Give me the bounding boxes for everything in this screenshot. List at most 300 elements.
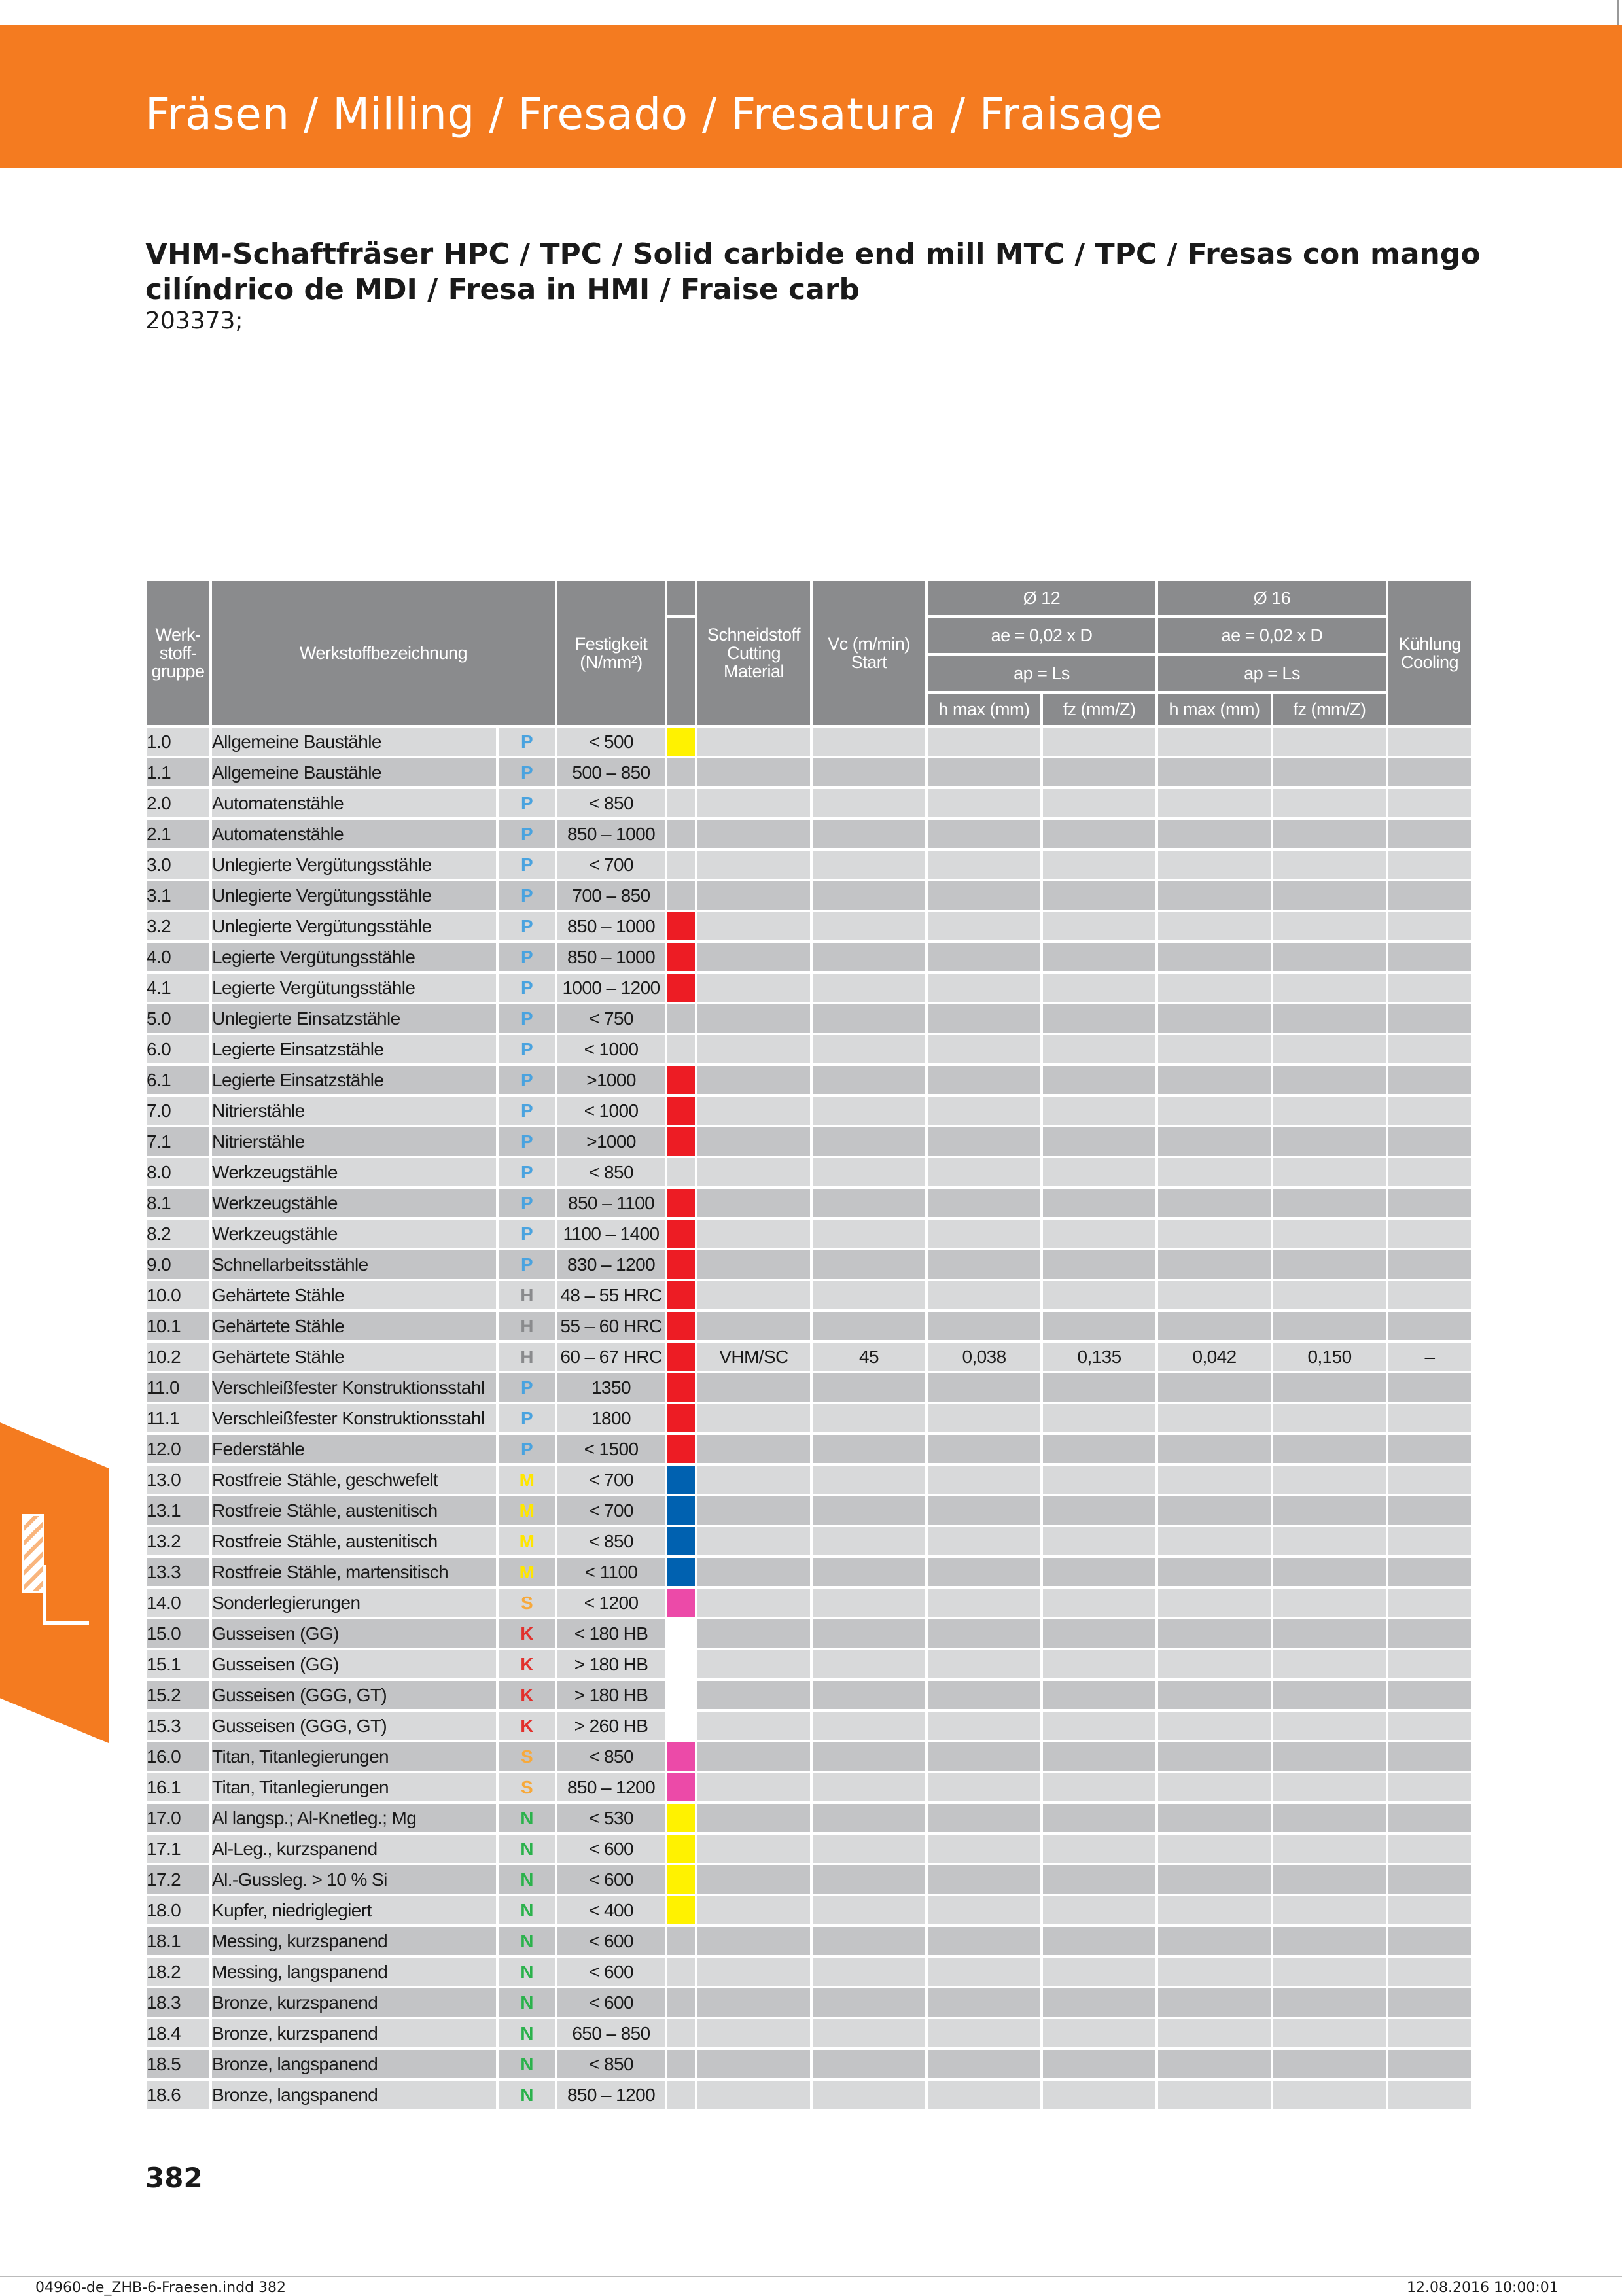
cutting-material-value <box>697 1988 813 2019</box>
table-row <box>147 1373 1473 1404</box>
fz-16-value <box>1273 789 1388 820</box>
fz-16-value <box>1273 1158 1388 1189</box>
cutting-material-value <box>697 1127 813 1158</box>
table-row <box>147 1004 1473 1035</box>
hmax-12-value <box>928 1988 1043 2019</box>
cooling-value <box>1388 851 1473 881</box>
table-row <box>147 1220 1473 1250</box>
fz-12-value <box>1043 1158 1158 1189</box>
material-name: Kupfer, niedriglegiert <box>212 1896 499 1927</box>
material-group-number: 18.0 <box>147 1896 212 1927</box>
table-row <box>147 1773 1473 1804</box>
strength-value: < 500 <box>557 728 667 758</box>
cutting-material-value <box>697 943 813 974</box>
header-ap-16: ap = Ls <box>1158 656 1388 694</box>
strength-value: < 850 <box>557 789 667 820</box>
suitability-swatch <box>667 912 697 943</box>
table-row <box>147 1988 1473 2019</box>
vc-value <box>813 1988 928 2019</box>
iso-group-letter: M <box>499 1496 557 1527</box>
material-group-number: 16.1 <box>147 1773 212 1804</box>
strength-value: 500 – 850 <box>557 758 667 789</box>
cutting-material-value <box>697 1189 813 1220</box>
cutting-material-value <box>697 974 813 1004</box>
material-name: Rostfreie Stähle, martensitisch <box>212 1558 499 1589</box>
header-cutting-material: Schneidstoff Cutting Material <box>697 581 813 728</box>
cooling-value <box>1388 758 1473 789</box>
vc-value <box>813 2019 928 2050</box>
suitability-swatch <box>667 1927 697 1958</box>
vc-value <box>813 1250 928 1281</box>
suitability-swatch <box>667 1281 697 1312</box>
hmax-12-value <box>928 1312 1043 1343</box>
hmax-12-value <box>928 881 1043 912</box>
fz-12-value <box>1043 943 1158 974</box>
vc-value <box>813 912 928 943</box>
cutting-material-value <box>697 2050 813 2081</box>
cooling-value <box>1388 1835 1473 1865</box>
table-row <box>147 1896 1473 1927</box>
fz-16-value <box>1273 1527 1388 1558</box>
cutting-material-value <box>697 1835 813 1865</box>
vc-value <box>813 851 928 881</box>
header-cooling: Kühlung Cooling <box>1388 581 1473 728</box>
vc-value <box>813 1773 928 1804</box>
fz-16-value <box>1273 1312 1388 1343</box>
material-group-number: 15.2 <box>147 1681 212 1712</box>
fz-12-value <box>1043 2081 1158 2111</box>
vc-value <box>813 1158 928 1189</box>
iso-group-letter: K <box>499 1712 557 1742</box>
hmax-16-value <box>1158 1558 1273 1589</box>
material-group-number: 14.0 <box>147 1589 212 1619</box>
material-name: Bronze, kurzspanend <box>212 1988 499 2019</box>
table-row <box>147 1250 1473 1281</box>
iso-group-letter: N <box>499 1927 557 1958</box>
hmax-16-value <box>1158 1127 1273 1158</box>
cooling-value <box>1388 1558 1473 1589</box>
hmax-12-value <box>928 1066 1043 1097</box>
iso-group-letter: P <box>499 881 557 912</box>
table-row <box>147 1619 1473 1650</box>
suitability-swatch <box>667 1773 697 1804</box>
fz-16-value <box>1273 1558 1388 1589</box>
table-row <box>147 1496 1473 1527</box>
strength-value: 650 – 850 <box>557 2019 667 2050</box>
table-row <box>147 789 1473 820</box>
suitability-swatch <box>667 1896 697 1927</box>
cooling-value <box>1388 1035 1473 1066</box>
table-row <box>147 1650 1473 1681</box>
hmax-16-value: 0,042 <box>1158 1343 1273 1373</box>
material-name: Gusseisen (GGG, GT) <box>212 1681 499 1712</box>
material-group-number: 18.6 <box>147 2081 212 2111</box>
iso-group-letter: M <box>499 1527 557 1558</box>
fz-16-value <box>1273 1712 1388 1742</box>
iso-group-letter: P <box>499 1404 557 1435</box>
fz-16-value <box>1273 1958 1388 1988</box>
cooling-value <box>1388 1865 1473 1896</box>
iso-group-letter: P <box>499 789 557 820</box>
cutting-material-value <box>697 1004 813 1035</box>
hmax-16-value <box>1158 2019 1273 2050</box>
cooling-value <box>1388 1527 1473 1558</box>
fz-12-value <box>1043 912 1158 943</box>
cooling-value <box>1388 1804 1473 1835</box>
cooling-value <box>1388 881 1473 912</box>
hmax-12-value <box>928 1804 1043 1835</box>
hmax-16-value <box>1158 1835 1273 1865</box>
hmax-16-value <box>1158 1158 1273 1189</box>
material-group-number: 1.1 <box>147 758 212 789</box>
fz-16-value <box>1273 1004 1388 1035</box>
hmax-16-value <box>1158 1312 1273 1343</box>
iso-group-letter: P <box>499 1189 557 1220</box>
table-row <box>147 851 1473 881</box>
fz-16-value <box>1273 1281 1388 1312</box>
strength-value: < 400 <box>557 1896 667 1927</box>
hmax-12-value <box>928 1527 1043 1558</box>
cooling-value <box>1388 1250 1473 1281</box>
section-side-tab <box>0 1422 109 1743</box>
material-name: Unlegierte Vergütungsstähle <box>212 912 499 943</box>
table-row <box>147 1712 1473 1742</box>
hmax-12-value <box>928 1250 1043 1281</box>
table-row <box>147 1589 1473 1619</box>
material-name: Unlegierte Vergütungsstähle <box>212 851 499 881</box>
fz-16-value <box>1273 1220 1388 1250</box>
vc-value <box>813 2050 928 2081</box>
strength-value: 60 – 67 HRC <box>557 1343 667 1373</box>
hmax-16-value <box>1158 1958 1273 1988</box>
fz-16-value <box>1273 851 1388 881</box>
material-group-number: 10.1 <box>147 1312 212 1343</box>
fz-12-value <box>1043 1988 1158 2019</box>
cooling-value <box>1388 1404 1473 1435</box>
material-group-number: 17.0 <box>147 1804 212 1835</box>
vc-value <box>813 758 928 789</box>
iso-group-letter: N <box>499 1835 557 1865</box>
vc-value <box>813 1804 928 1835</box>
strength-value: 1350 <box>557 1373 667 1404</box>
hmax-12-value <box>928 1496 1043 1527</box>
vc-value <box>813 728 928 758</box>
vc-value <box>813 1404 928 1435</box>
fz-16-value <box>1273 1896 1388 1927</box>
hmax-16-value <box>1158 1773 1273 1804</box>
suitability-swatch <box>667 758 697 789</box>
suitability-swatch <box>667 1527 697 1558</box>
footer-timestamp: 12.08.2016 10:00:01 <box>1407 2280 1559 2296</box>
table-row <box>147 728 1473 758</box>
vc-value <box>813 1373 928 1404</box>
strength-value: < 600 <box>557 1835 667 1865</box>
fz-16-value <box>1273 943 1388 974</box>
cutting-material-value <box>697 1404 813 1435</box>
strength-value: 850 – 1200 <box>557 2081 667 2111</box>
iso-group-letter: P <box>499 1097 557 1127</box>
table-row <box>147 1527 1473 1558</box>
footer-file-info: 04960-de_ZHB-6-Fraesen.indd 382 <box>35 2280 287 2296</box>
vc-value <box>813 2081 928 2111</box>
material-name: Bronze, kurzspanend <box>212 2019 499 2050</box>
iso-group-letter: S <box>499 1773 557 1804</box>
material-group-number: 7.1 <box>147 1127 212 1158</box>
fz-12-value <box>1043 1804 1158 1835</box>
strength-value: < 850 <box>557 1742 667 1773</box>
fz-12-value <box>1043 1312 1158 1343</box>
cutting-material-value <box>697 851 813 881</box>
iso-group-letter: N <box>499 2081 557 2111</box>
fz-12-value <box>1043 1189 1158 1220</box>
hmax-12-value <box>928 1896 1043 1927</box>
hmax-16-value <box>1158 1250 1273 1281</box>
cutting-material-value <box>697 1466 813 1496</box>
material-name: Gusseisen (GG) <box>212 1619 499 1650</box>
iso-group-letter: P <box>499 1435 557 1466</box>
table-row <box>147 2081 1473 2111</box>
material-group-number: 8.0 <box>147 1158 212 1189</box>
material-group-number: 6.0 <box>147 1035 212 1066</box>
material-name: Federstähle <box>212 1435 499 1466</box>
material-name: Legierte Vergütungsstähle <box>212 943 499 974</box>
fz-16-value <box>1273 728 1388 758</box>
cooling-value <box>1388 1988 1473 2019</box>
hmax-16-value <box>1158 1927 1273 1958</box>
suitability-swatch <box>667 2081 697 2111</box>
fz-12-value: 0,135 <box>1043 1343 1158 1373</box>
vc-value <box>813 1927 928 1958</box>
suitability-swatch <box>667 1097 697 1127</box>
fz-16-value <box>1273 1250 1388 1281</box>
strength-value: 830 – 1200 <box>557 1250 667 1281</box>
hmax-12-value <box>928 728 1043 758</box>
iso-group-letter: P <box>499 1220 557 1250</box>
material-name: Allgemeine Baustähle <box>212 758 499 789</box>
suitability-swatch <box>667 1681 697 1712</box>
cutting-data-table <box>147 581 1473 2111</box>
hmax-16-value <box>1158 1527 1273 1558</box>
material-group-number: 18.3 <box>147 1988 212 2019</box>
cooling-value <box>1388 1373 1473 1404</box>
fz-12-value <box>1043 1250 1158 1281</box>
vc-value <box>813 1958 928 1988</box>
suitability-swatch <box>667 1835 697 1865</box>
strength-value: 48 – 55 HRC <box>557 1281 667 1312</box>
suitability-swatch <box>667 1127 697 1158</box>
cutting-material-value <box>697 1158 813 1189</box>
material-group-number: 4.1 <box>147 974 212 1004</box>
table-row <box>147 2050 1473 2081</box>
hmax-12-value <box>928 1281 1043 1312</box>
material-group-number: 9.0 <box>147 1250 212 1281</box>
header-ap-12: ap = Ls <box>928 656 1158 694</box>
table-row <box>147 881 1473 912</box>
trim-line <box>0 2276 1622 2277</box>
table-row <box>147 1435 1473 1466</box>
cutting-material-value <box>697 1373 813 1404</box>
iso-group-letter: P <box>499 728 557 758</box>
iso-group-letter: N <box>499 1896 557 1927</box>
header-fz-12: fz (mm/Z) <box>1043 694 1158 728</box>
header-ae-16: ae = 0,02 x D <box>1158 618 1388 656</box>
hmax-12-value <box>928 1865 1043 1896</box>
material-group-number: 2.0 <box>147 789 212 820</box>
strength-value: 850 – 1000 <box>557 943 667 974</box>
fz-16-value <box>1273 1189 1388 1220</box>
material-group-number: 11.0 <box>147 1373 212 1404</box>
fz-12-value <box>1043 1927 1158 1958</box>
tab-icon-line <box>43 1621 89 1625</box>
cooling-value <box>1388 2019 1473 2050</box>
hmax-12-value <box>928 1466 1043 1496</box>
material-name: Messing, langspanend <box>212 1958 499 1988</box>
hmax-12-value <box>928 1373 1043 1404</box>
strength-value: 850 – 1000 <box>557 820 667 851</box>
fz-16-value <box>1273 1466 1388 1496</box>
vc-value <box>813 881 928 912</box>
strength-value: < 700 <box>557 1466 667 1496</box>
material-name: Rostfreie Stähle, austenitisch <box>212 1496 499 1527</box>
table-row <box>147 1927 1473 1958</box>
hmax-16-value <box>1158 789 1273 820</box>
cooling-value <box>1388 1004 1473 1035</box>
vc-value <box>813 1712 928 1742</box>
fz-12-value <box>1043 1619 1158 1650</box>
header-fz-16: fz (mm/Z) <box>1273 694 1388 728</box>
table-row <box>147 1804 1473 1835</box>
suitability-swatch <box>667 1958 697 1988</box>
iso-group-letter: S <box>499 1742 557 1773</box>
cooling-value <box>1388 1127 1473 1158</box>
hmax-12-value <box>928 851 1043 881</box>
cutting-material-value <box>697 1619 813 1650</box>
vc-value <box>813 1496 928 1527</box>
suitability-swatch <box>667 1619 697 1650</box>
suitability-swatch <box>667 1435 697 1466</box>
table-row <box>147 1865 1473 1896</box>
fz-12-value <box>1043 1496 1158 1527</box>
suitability-swatch <box>667 1066 697 1097</box>
strength-value: < 600 <box>557 1927 667 1958</box>
vc-value <box>813 1558 928 1589</box>
cooling-value <box>1388 1097 1473 1127</box>
material-name: Gehärtete Stähle <box>212 1312 499 1343</box>
cutting-material-value <box>697 1250 813 1281</box>
material-name: Unlegierte Einsatzstähle <box>212 1004 499 1035</box>
tab-icon-line <box>43 1565 46 1624</box>
iso-group-letter: P <box>499 1373 557 1404</box>
suitability-swatch <box>667 1035 697 1066</box>
fz-12-value <box>1043 851 1158 881</box>
cooling-value <box>1388 1927 1473 1958</box>
cutting-material-value <box>697 1312 813 1343</box>
fz-12-value <box>1043 1835 1158 1865</box>
header-hmax-16: h max (mm) <box>1158 694 1273 728</box>
strength-value: 55 – 60 HRC <box>557 1312 667 1343</box>
header-hmax-12: h max (mm) <box>928 694 1043 728</box>
fz-12-value <box>1043 1435 1158 1466</box>
vc-value <box>813 1589 928 1619</box>
fz-12-value <box>1043 1066 1158 1097</box>
cutting-material-value <box>697 912 813 943</box>
fz-12-value <box>1043 1589 1158 1619</box>
fz-16-value <box>1273 1773 1388 1804</box>
cutting-material-value <box>697 1281 813 1312</box>
material-group-number: 16.0 <box>147 1742 212 1773</box>
strength-value: > 180 HB <box>557 1650 667 1681</box>
table-row <box>147 943 1473 974</box>
iso-group-letter: P <box>499 758 557 789</box>
suitability-swatch <box>667 851 697 881</box>
cooling-value <box>1388 1712 1473 1742</box>
crop-mark <box>1617 0 1619 25</box>
hmax-16-value <box>1158 1496 1273 1527</box>
material-name: Legierte Einsatzstähle <box>212 1035 499 1066</box>
material-group-number: 12.0 <box>147 1435 212 1466</box>
fz-12-value <box>1043 1681 1158 1712</box>
hmax-12-value <box>928 2050 1043 2081</box>
cooling-value <box>1388 1681 1473 1712</box>
suitability-swatch <box>667 1220 697 1250</box>
table-row <box>147 1097 1473 1127</box>
material-name: Gusseisen (GG) <box>212 1650 499 1681</box>
table-row <box>147 2019 1473 2050</box>
fz-12-value <box>1043 1373 1158 1404</box>
material-name: Al langsp.; Al-Knetleg.; Mg <box>212 1804 499 1835</box>
material-name: Rostfreie Stähle, geschwefelt <box>212 1466 499 1496</box>
fz-12-value <box>1043 1958 1158 1988</box>
fz-16-value <box>1273 912 1388 943</box>
material-name: Bronze, langspanend <box>212 2081 499 2111</box>
suitability-swatch <box>667 1158 697 1189</box>
strength-value: 850 – 1000 <box>557 912 667 943</box>
material-group-number: 5.0 <box>147 1004 212 1035</box>
material-group-number: 18.1 <box>147 1927 212 1958</box>
header-vc: Vc (m/min) Start <box>813 581 928 728</box>
hmax-12-value: 0,038 <box>928 1343 1043 1373</box>
table-row <box>147 1343 1473 1373</box>
material-name: Legierte Vergütungsstähle <box>212 974 499 1004</box>
iso-group-letter: K <box>499 1650 557 1681</box>
vc-value <box>813 1004 928 1035</box>
cutting-material-value <box>697 820 813 851</box>
cooling-value <box>1388 1589 1473 1619</box>
fz-16-value <box>1273 1835 1388 1865</box>
cutting-material-value <box>697 1220 813 1250</box>
table-row <box>147 1281 1473 1312</box>
suitability-swatch <box>667 1004 697 1035</box>
hmax-16-value <box>1158 1373 1273 1404</box>
material-name: Unlegierte Vergütungsstähle <box>212 881 499 912</box>
cooling-value <box>1388 1066 1473 1097</box>
strength-value: < 600 <box>557 1958 667 1988</box>
table-row <box>147 912 1473 943</box>
cutting-material-value <box>697 1742 813 1773</box>
fz-12-value <box>1043 1466 1158 1496</box>
cooling-value <box>1388 1742 1473 1773</box>
strength-value: 1800 <box>557 1404 667 1435</box>
fz-16-value <box>1273 2050 1388 2081</box>
hmax-16-value <box>1158 820 1273 851</box>
material-group-number: 13.2 <box>147 1527 212 1558</box>
iso-group-letter: S <box>499 1589 557 1619</box>
vc-value <box>813 974 928 1004</box>
vc-value <box>813 1312 928 1343</box>
strength-value: >1000 <box>557 1127 667 1158</box>
iso-group-letter: P <box>499 912 557 943</box>
fz-16-value <box>1273 1804 1388 1835</box>
